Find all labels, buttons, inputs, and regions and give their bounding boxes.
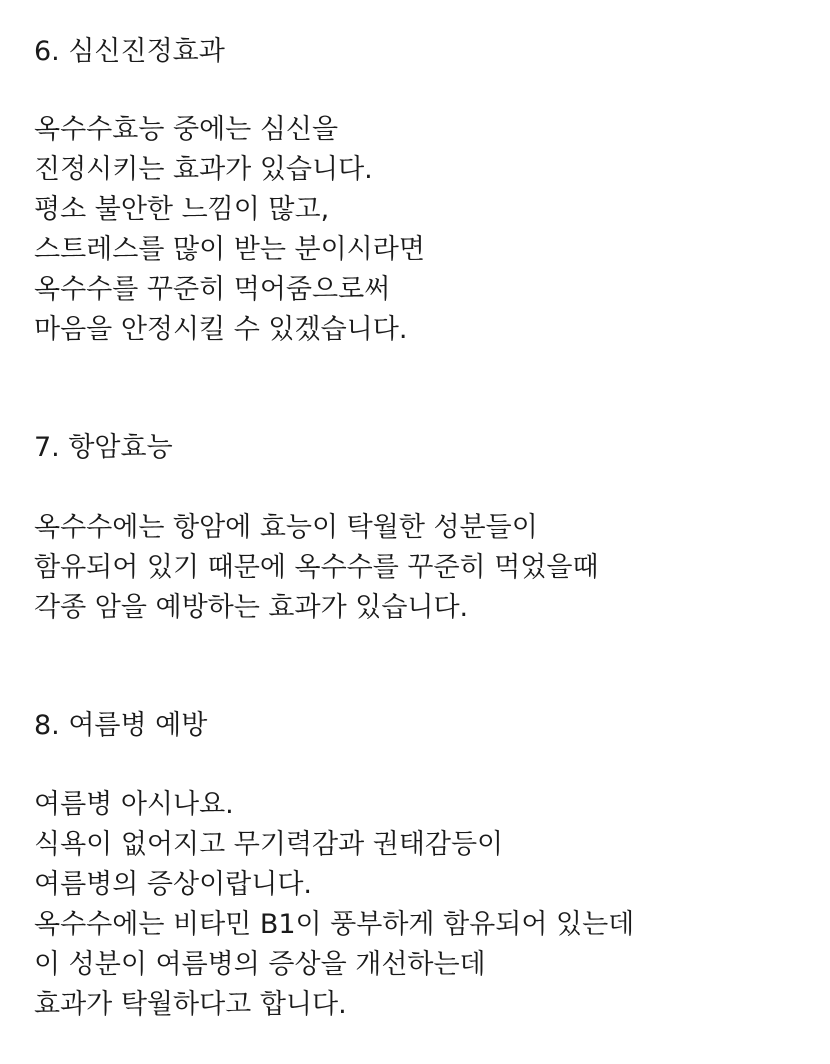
paragraph-line: 효과가 탁월하다고 합니다.	[34, 989, 347, 1020]
paragraph-line: 여름병 아시나요.	[34, 789, 234, 820]
section-heading-6: 6. 심신진정효과	[34, 36, 225, 67]
section-heading-8: 8. 여름병 예방	[34, 710, 208, 741]
paragraph-line: 마음을 안정시킬 수 있겠습니다.	[34, 314, 408, 345]
paragraph-line: 함유되어 있기 때문에 옥수수를 꾸준히 먹었을때	[34, 552, 599, 583]
paragraph-line: 여름병의 증상이랍니다.	[34, 869, 312, 900]
paragraph-line: 평소 불안한 느낌이 많고,	[34, 194, 330, 225]
paragraph-line: 진정시키는 효과가 있습니다.	[34, 154, 373, 185]
paragraph-line: 스트레스를 많이 받는 분이시라면	[34, 234, 425, 265]
paragraph-line: 이 성분이 여름병의 증상을 개선하는데	[34, 949, 486, 980]
paragraph-line: 식욕이 없어지고 무기력감과 권태감등이	[34, 829, 504, 860]
paragraph-line: 옥수수에는 비타민 B1이 풍부하게 함유되어 있는데	[34, 909, 635, 940]
paragraph-line: 옥수수에는 항암에 효능이 탁월한 성분들이	[34, 512, 538, 543]
section-heading-7: 7. 항암효능	[34, 432, 173, 463]
paragraph-line: 각종 암을 예방하는 효과가 있습니다.	[34, 592, 469, 623]
paragraph-line: 옥수수를 꾸준히 먹어줌으로써	[34, 274, 391, 305]
paragraph-line: 옥수수효능 중에는 심신을	[34, 114, 339, 145]
